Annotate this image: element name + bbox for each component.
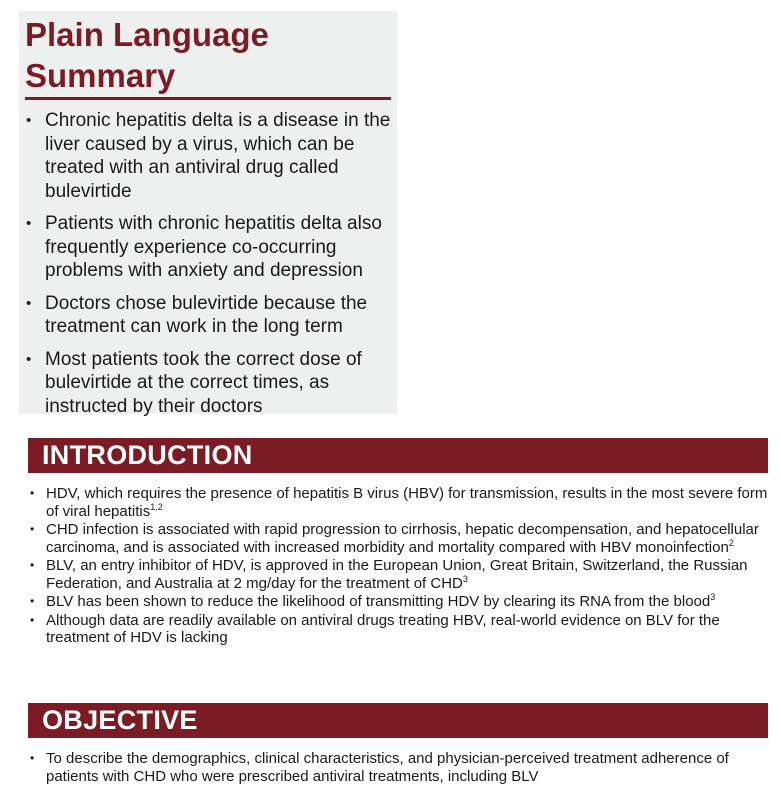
summary-item: • Patients with chronic hepatitis delta also frequently experience co-occurring problems with anxiety and depression — [26, 213, 382, 281]
bullet-icon: • — [26, 294, 32, 312]
objective-item: • To describe the demographics, clinical characteristics, and physician-perceived treatment adherence of patients with CHD who were prescribed antiviral treatments, including BLV — [30, 750, 729, 785]
summary-item: • Most patients took the correct dose of bulevirtide at the correct times, as instructed by their doctors — [26, 348, 362, 417]
reference-superscript: 3 — [462, 573, 468, 584]
bullet-icon: • — [30, 612, 35, 627]
introduction-item: • BLV, an entry inhibitor of HDV, is approved in the European Union, Great Britain, Switzerland, the Russian Federation, and Australia at 2 mg/day for the treatment of CHD$^3$ — [30, 557, 748, 592]
bullet-icon: • — [30, 594, 35, 608]
objective-heading: OBJECTIVE — [42, 705, 198, 735]
introduction-header — [28, 438, 768, 473]
introduction-item: • CHD infection is associated with rapid progression to cirrhosis, hepatic decompensation, and hepatocellular carcinoma, and is associated with increased morbidity and mortality compared with HBV monoinfection$^2$ — [30, 521, 759, 556]
bullet-icon: • — [30, 751, 35, 765]
introduction-item: • HDV, which requires the presence of hepatitis B virus (HBV) for transmission, results in the most severe form of viral hepatitis$^{1,2}$ — [30, 485, 768, 520]
objective-list — [28, 750, 773, 786]
reference-superscript: 1,2 — [150, 501, 163, 512]
bullet-icon: • — [26, 215, 32, 232]
introduction-item: • Although data are readily available on antiviral drugs treating HBV, real-world evidence on BLV for the treatment of HDV is lacking — [30, 611, 720, 646]
bullet-icon: • — [30, 558, 35, 572]
title-divider — [25, 97, 391, 100]
objective-header — [28, 703, 768, 738]
summary-item: • Chronic hepatitis delta is a disease in the liver caused by a virus, which can be treated with an antiviral drug called bulevirtide — [26, 110, 391, 202]
introduction-heading: INTRODUCTION — [42, 440, 253, 470]
summary-title: Plain Language Summary — [25, 16, 269, 94]
summary-list — [25, 109, 395, 427]
bullet-icon: • — [30, 522, 35, 536]
introduction-item: • BLV has been shown to reduce the likelihood of transmitting HDV by clearing its RNA from the blood$^3$ — [30, 592, 716, 610]
plain-language-summary-panel — [19, 11, 397, 417]
reference-superscript: 3 — [710, 592, 716, 602]
bullet-icon: • — [30, 486, 35, 500]
introduction-list — [28, 485, 773, 648]
summary-item: • Doctors chose bulevirtide because the treatment can work in the long term — [26, 292, 368, 337]
bullet-icon: • — [26, 112, 32, 129]
reference-superscript: 2 — [728, 537, 734, 548]
bullet-icon: • — [26, 350, 32, 368]
